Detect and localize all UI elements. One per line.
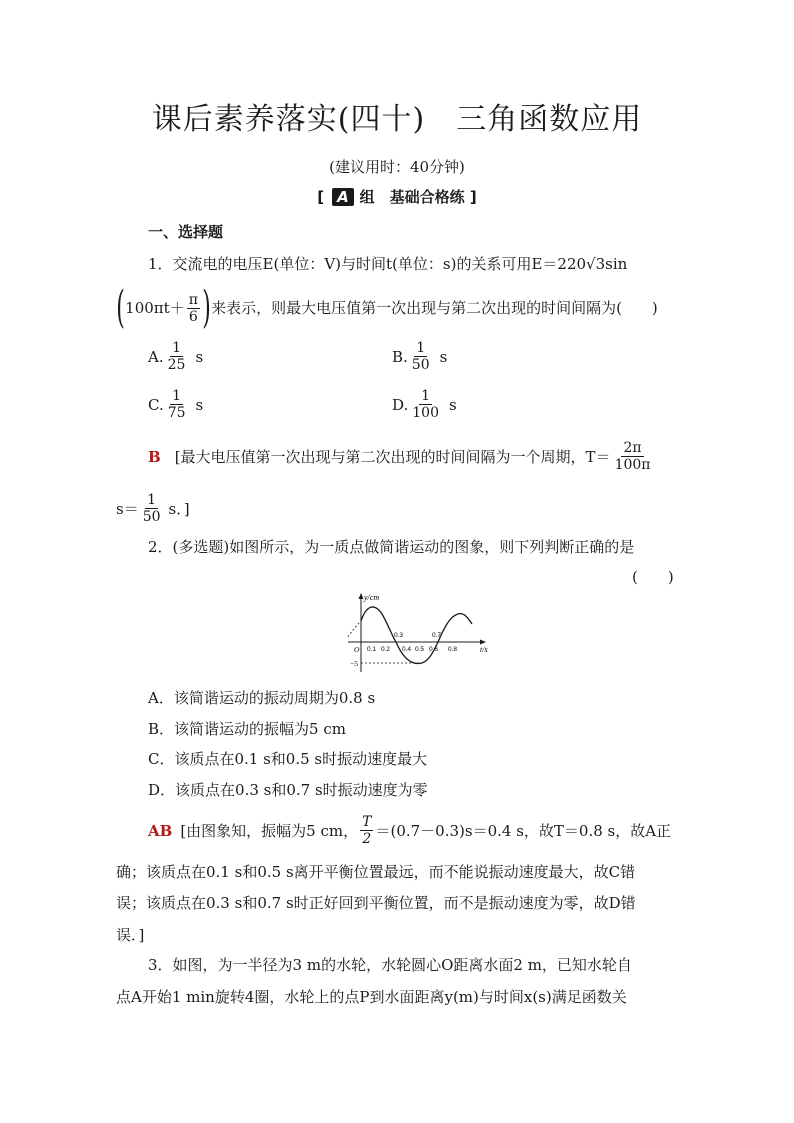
paren-right: ) xyxy=(202,282,211,333)
q1-option-b[interactable] xyxy=(392,340,447,373)
q1-option-d[interactable] xyxy=(392,388,457,421)
y-axis-label: y/cm xyxy=(364,593,380,602)
curve-extension-dashed xyxy=(348,621,361,637)
q1-stem-line2 xyxy=(116,282,658,333)
fraction-numerator: T xyxy=(362,814,372,830)
tick-label: 0.5 xyxy=(415,646,425,653)
answer-text: s．] xyxy=(168,499,190,518)
paren-left: ( xyxy=(116,282,125,333)
option-letter: A. xyxy=(148,347,164,366)
fraction-denominator: 2 xyxy=(362,831,372,847)
fraction-numerator: 1 xyxy=(172,388,182,404)
tick-label: 0.1 xyxy=(367,646,377,653)
q2-answer-line1 xyxy=(148,814,671,847)
page-title: 课后素养落实(四十) 三角函数应用 xyxy=(151,102,643,137)
q2-answer-line3: 误；该质点在0.3 s和0.7 s时正好回到平衡位置，而不是振动速度为零，故D错 xyxy=(116,894,636,912)
option-fraction xyxy=(410,340,432,373)
x-axis-arrow xyxy=(480,640,486,645)
q2-stem: 2．(多选题)如图所示，为一质点做简谐运动的图象，则下列判断正确的是 xyxy=(148,538,635,556)
q2-answer-blank: ( ) xyxy=(632,568,674,586)
q1-stem-rest: 来表示，则最大电压值第一次出现与第二次出现的时间间隔为( ) xyxy=(211,299,658,317)
fraction-denominator: 6 xyxy=(188,308,198,325)
q1-stem-line1: 1．交流电的电压E(单位：V)与时间t(单位：s)的关系可用E＝220√3sin xyxy=(148,255,628,273)
option-unit: s xyxy=(195,395,204,414)
fraction-denominator: 50 xyxy=(142,509,161,525)
q1-answer-line2 xyxy=(116,492,190,525)
shm-graph xyxy=(330,590,490,676)
fraction-denominator: 100 xyxy=(412,405,439,421)
x-axis-label: t/s xyxy=(480,645,488,654)
answer-text: [最大电压值第一次出现与第二次出现的时间间隔为一个周期，T＝ xyxy=(174,447,611,466)
tick-label: 0.8 xyxy=(448,646,458,653)
option-unit: s xyxy=(439,347,448,366)
option-unit: s xyxy=(449,395,457,414)
fraction-numerator: 1 xyxy=(147,492,157,508)
option-unit: s xyxy=(195,347,204,366)
q2-option-a[interactable]: A．该简谐运动的振动周期为0.8 s xyxy=(148,689,376,707)
origin-label: O xyxy=(354,645,360,654)
q1-stem-fraction xyxy=(187,292,200,325)
answer-letter: B xyxy=(148,447,161,466)
tick-label: 0.6 xyxy=(429,646,439,653)
fraction-numerator: π xyxy=(188,291,198,308)
q2-option-c[interactable]: C．该质点在0.1 s和0.5 s时振动速度最大 xyxy=(148,750,428,768)
group-label: 组 基础合格练 xyxy=(359,188,465,206)
q2-answer-line4: 误．] xyxy=(116,926,145,944)
upper-tick-label: 0.3 xyxy=(394,632,404,639)
fraction-numerator: 1 xyxy=(421,388,431,404)
group-bracket-left: [ xyxy=(317,188,325,206)
sine-curve xyxy=(361,607,472,664)
option-fraction xyxy=(166,388,188,421)
group-a-badge: A xyxy=(332,188,354,206)
answer-text: ＝(0.7－0.3)s＝0.4 s，故T＝0.8 s，故A正 xyxy=(375,821,672,840)
q2-option-d[interactable]: D．该质点在0.3 s和0.7 s时振动速度为零 xyxy=(148,781,428,799)
option-fraction xyxy=(410,388,441,421)
answer-text: [由图象知，振幅为5 cm， xyxy=(180,821,359,840)
answer-text: s＝ xyxy=(116,499,139,518)
fraction-numerator: 1 xyxy=(416,340,426,356)
group-heading xyxy=(0,186,794,207)
option-letter: C. xyxy=(148,395,164,414)
y-axis-arrow xyxy=(359,593,364,599)
fraction-denominator: 75 xyxy=(167,405,186,421)
option-letter: B. xyxy=(392,347,408,366)
q2-option-b[interactable]: B．该简谐运动的振幅为5 cm xyxy=(148,720,346,738)
fraction-denominator: 50 xyxy=(411,357,430,373)
y-min-label: −5 xyxy=(350,659,358,668)
upper-tick-label: 0.7 xyxy=(432,632,442,639)
q1-answer-line1 xyxy=(148,440,655,473)
fraction-numerator: 2π xyxy=(623,440,642,456)
time-suggestion: (建议用时：40分钟) xyxy=(329,158,465,176)
fraction-denominator: 25 xyxy=(167,357,186,373)
option-fraction xyxy=(166,340,188,373)
q3-stem-line2: 点A开始1 min旋转4圈，水轮上的点P到水面距离y(m)与时间x(s)满足函数关 xyxy=(116,988,627,1006)
answer-fraction xyxy=(360,814,373,847)
tick-label: 0.2 xyxy=(381,646,391,653)
q1-option-c[interactable] xyxy=(148,388,203,421)
answer-fraction xyxy=(141,492,163,525)
q1-stem-arg: 100πt＋ xyxy=(125,299,185,317)
q2-answer-line2: 确；该质点在0.1 s和0.5 s离开平衡位置最远，而不能说振动速度最大，故C错 xyxy=(116,863,636,881)
group-bracket-right: ] xyxy=(469,188,477,206)
tick-label: 0.4 xyxy=(402,646,412,653)
option-letter: D. xyxy=(392,395,409,414)
section-heading: 一、选择题 xyxy=(148,223,224,241)
q3-stem-line1: 3．如图，为一半径为3 m的水轮，水轮圆心O距离水面2 m，已知水轮自 xyxy=(148,956,632,974)
q1-option-a[interactable] xyxy=(148,340,203,373)
answer-fraction xyxy=(613,440,653,473)
fraction-numerator: 1 xyxy=(172,340,181,356)
answer-letter: AB xyxy=(148,821,173,840)
fraction-denominator: 100π xyxy=(614,457,651,473)
